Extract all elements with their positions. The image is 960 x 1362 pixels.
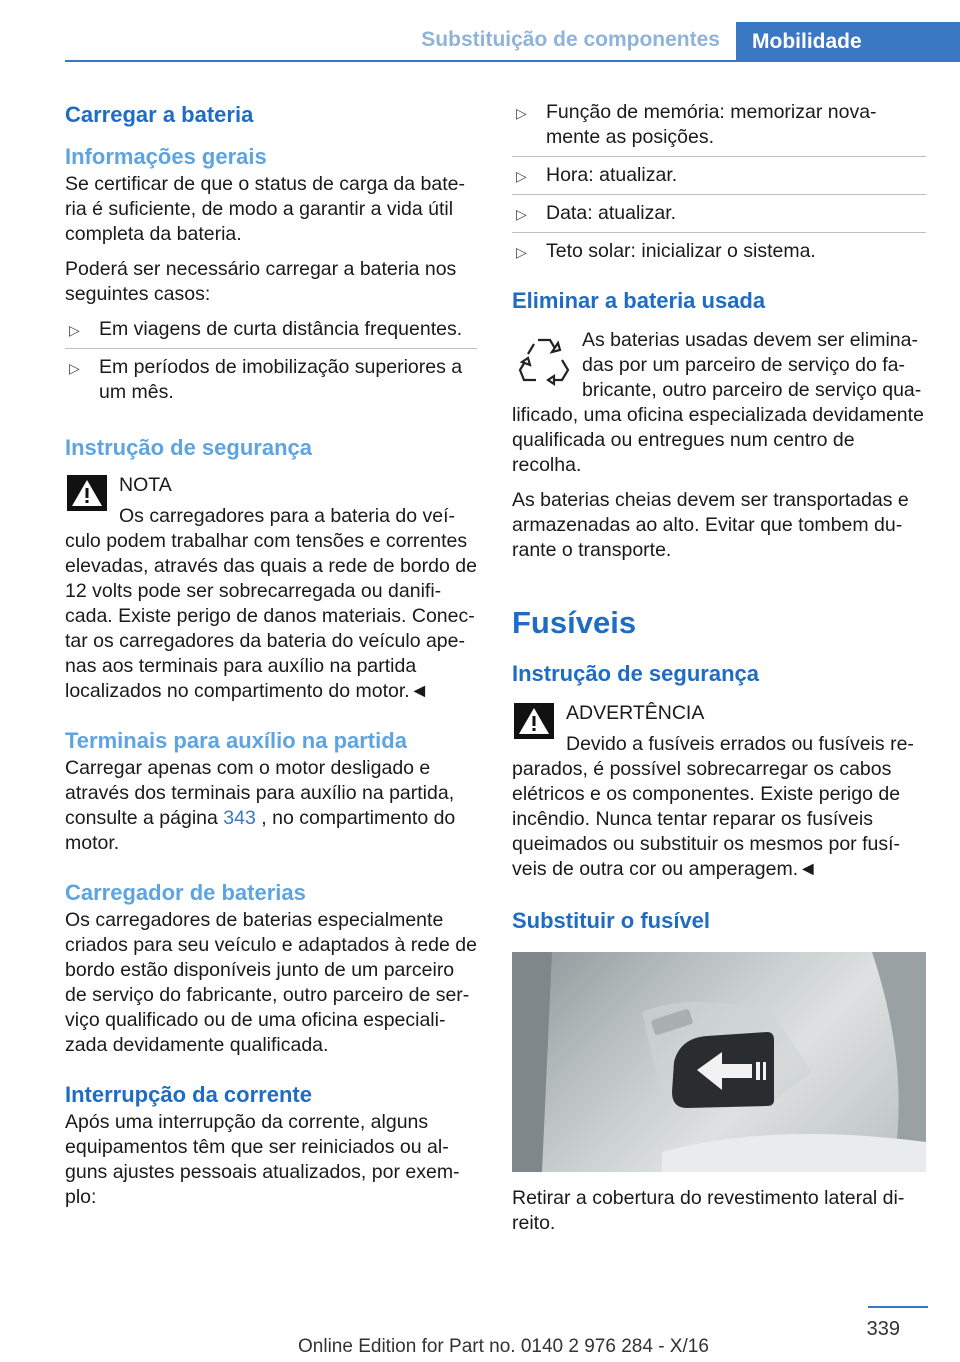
warning-triangle-icon [514, 703, 554, 739]
heading-jump-terminals: Terminais para auxílio na partida [65, 728, 407, 753]
note-label: NOTA [119, 474, 172, 496]
warning-block [512, 701, 926, 882]
section-title: Substituição de componentes [421, 28, 720, 51]
list-item: ▷ Função de memória: memorizar nova-mente as posições. [512, 100, 926, 157]
page-link[interactable]: 343 [223, 807, 256, 829]
paragraph-general-1: Se certificar de que o status de carga da bate-ria é suficiente, de modo a garantir a vida útil completa da bateria. [65, 173, 465, 245]
heading-battery-charger: Carregador de baterias [65, 880, 306, 905]
note-text: Os carregadores para a bateria do veí-culo podem trabalhar com tensões e correntes elevadas, através das quais a rede de bordo de 12 volts pode ser sobrecarregada ou danifi-cada. Existe perigo de danos materiais. Conec-tar os carregadores da bateria do veículo ape-nas aos terminais para auxílio na partida localizados no compartimento do motor.◄ [65, 505, 477, 702]
footer-rule [868, 1306, 928, 1308]
warning-text: Devido a fusíveis errados ou fusíveis re-parados, é possível sobrecarregar os cabos elétricos e os componentes. Existe perigo de incêndio. Nunca tentar reparar os fusíveis queimados ou substituir os mesmos por fusí-veis de outra cor ou amperagem.◄ [512, 733, 914, 880]
fuse-cover-photo [512, 952, 926, 1172]
paragraph-terminals: Carregar apenas com o motor desligado e através dos terminais para auxílio na partida, consulte a página 343 , no compartimento do motor. [65, 757, 456, 854]
right-column [512, 100, 926, 1246]
triangle-bullet-icon: ▷ [516, 244, 527, 260]
heading-charge-battery: Carregar a bateria [65, 102, 254, 127]
trim-panel-illustration [512, 952, 926, 1172]
triangle-bullet-icon: ▷ [69, 322, 80, 338]
paragraph-dispose-1: As baterias usadas devem ser elimina-das por um parceiro de serviço do fa-bricante, outro parceiro de serviço qua-lificado, uma oficina especializada devidamente qualificada ou entregues num centro de recolha. [512, 329, 924, 476]
header-rule [65, 60, 737, 62]
warning-label: ADVERTÊNCIA [566, 702, 705, 724]
heading-general-info: Informações gerais [65, 144, 267, 169]
heading-dispose-battery: Eliminar a bateria usada [512, 288, 766, 313]
page-header [0, 0, 960, 62]
paragraph-interruption: Após uma interrupção da corrente, alguns equipamentos têm que ser reiniciados ou al-guns ajustes pessoais atualizados, por exem-plo: [65, 1111, 460, 1208]
paragraph-dispose-2: As baterias cheias devem ser transportadas e armazenadas ao alto. Evitar que tombem du-rante o transporte. [512, 489, 909, 561]
chapter-tab[interactable]: Mobilidade [736, 22, 960, 62]
list-item: ▷ Em viagens de curta distância frequentes. [65, 317, 477, 349]
list-item: ▷ Em períodos de imobilização superiores a um mês. [69, 356, 463, 403]
recycle-icon [516, 332, 572, 388]
edition-note: Online Edition for Part no. 0140 2 976 284 - X/16 [298, 1336, 709, 1357]
warning-triangle-icon [67, 475, 107, 511]
cases-list [65, 317, 477, 411]
list-item: ▷ Data: atualizar. [512, 201, 926, 233]
heading-safety-2: Instrução de segurança [512, 661, 759, 686]
heading-power-interruption: Interrupção da corrente [65, 1082, 312, 1107]
triangle-bullet-icon: ▷ [69, 360, 80, 376]
list-item: ▷ Hora: atualizar. [512, 163, 926, 195]
triangle-bullet-icon: ▷ [516, 168, 527, 184]
heading-replace-fuse: Substituir o fusível [512, 908, 711, 933]
page-number: 339 [866, 1318, 900, 1340]
triangle-bullet-icon: ▷ [516, 105, 527, 121]
paragraph-general-2: Poderá ser necessário carregar a bateria nos seguintes casos: [65, 258, 457, 305]
list-item: ▷ Teto solar: inicializar o sistema. [512, 239, 926, 270]
triangle-bullet-icon: ▷ [516, 206, 527, 222]
dispose-block [512, 328, 926, 478]
left-column [65, 100, 477, 1220]
heading-safety: Instrução de segurança [65, 435, 312, 460]
reset-items-list [512, 100, 926, 270]
paragraph-charger: Os carregadores de baterias especialmente criados para seu veículo e adaptados à rede de bordo estão disponíveis junto de um parceiro de serviço do fabricante, outro parceiro de ser-viço qualificado ou de uma oficina especiali-zada devidamente qualificada. [65, 909, 477, 1056]
photo-caption: Retirar a cobertura do revestimento lateral di-reito. [512, 1187, 905, 1234]
heading-fuses: Fusíveis [512, 605, 637, 640]
note-block [65, 473, 477, 704]
